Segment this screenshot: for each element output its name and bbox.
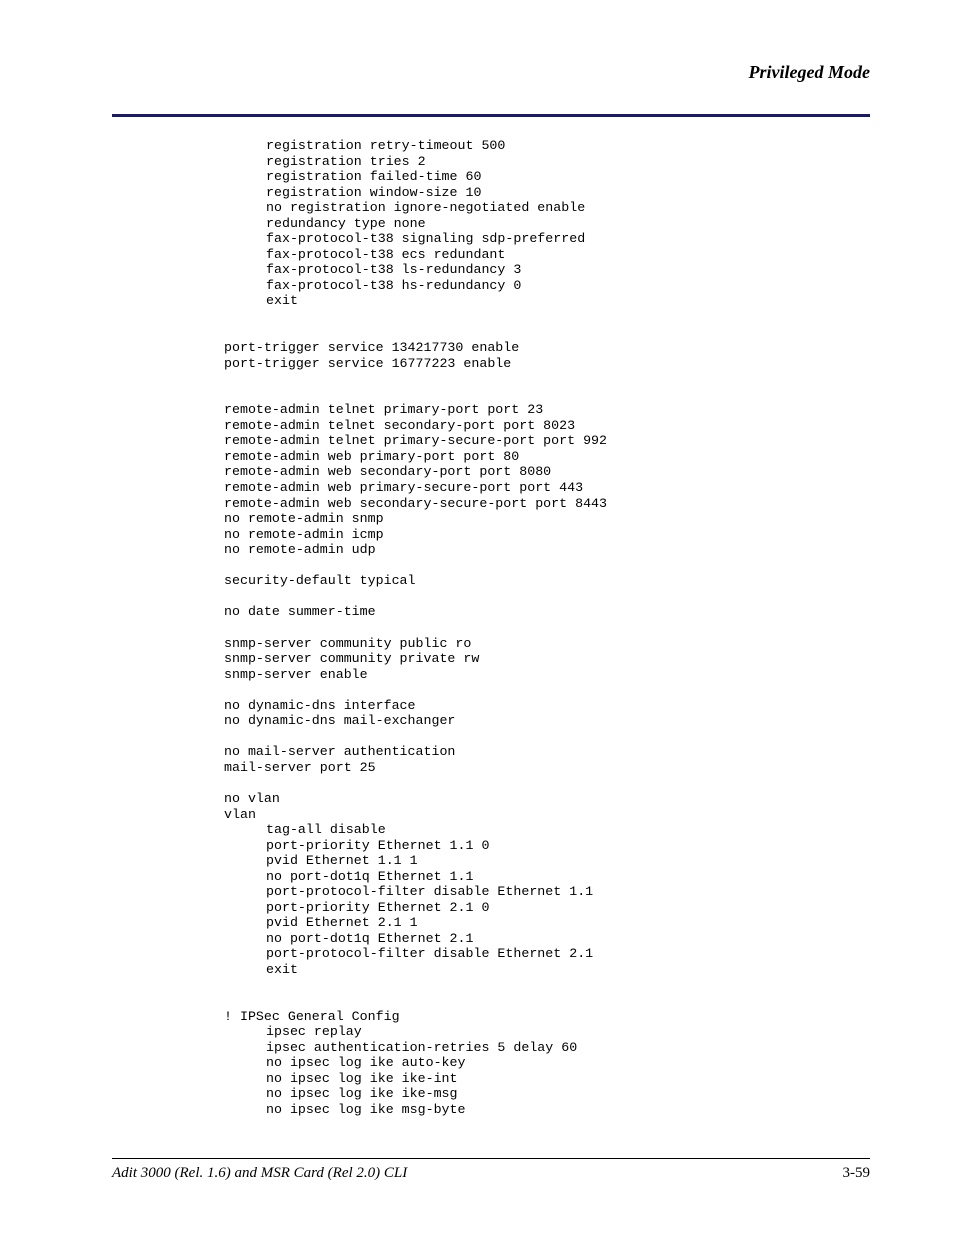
blank-line [224, 978, 607, 994]
code-line: no dynamic-dns mail-exchanger [224, 713, 456, 729]
code-line: no vlan [224, 790, 280, 806]
code-line: remote-admin telnet primary-secure-port port 992 [224, 433, 608, 449]
code-line: pvid Ethernet 1.1 1 [266, 853, 418, 869]
blank-line [224, 558, 607, 574]
code-line: no dynamic-dns interface [224, 697, 416, 713]
code-line: no port-dot1q Ethernet 1.1 [266, 868, 474, 884]
code-line: remote-admin web secondary-secure-port port 8443 [224, 495, 608, 511]
code-line: port-protocol-filter disable Ethernet 1.1 [266, 884, 594, 900]
code-line: remote-admin web primary-secure-port port 443 [224, 480, 584, 496]
blank-line [224, 325, 607, 341]
code-line: exit [266, 293, 298, 309]
code-line: vlan [224, 806, 256, 822]
code-line: remote-admin web secondary-port port 8080 [224, 464, 552, 480]
blank-line [224, 620, 607, 636]
code-line: tag-all disable [266, 822, 386, 838]
blank-line [224, 993, 607, 1009]
code-line: registration retry-timeout 500 [266, 138, 506, 153]
page-number: 3-59 [842, 1165, 870, 1181]
header-divider [112, 114, 870, 117]
code-line: pvid Ethernet 2.1 1 [266, 915, 418, 931]
code-line: exit [266, 961, 298, 977]
code-line: no registration ignore-negotiated enable [266, 200, 586, 216]
code-line: fax-protocol-t38 ls-redundancy 3 [266, 262, 522, 278]
blank-line [224, 387, 607, 403]
code-line: port-priority Ethernet 1.1 0 [266, 837, 490, 853]
code-line: snmp-server enable [224, 666, 368, 682]
code-line: port-priority Ethernet 2.1 0 [266, 899, 490, 915]
code-line: remote-admin web primary-port port 80 [224, 448, 520, 464]
blank-line [224, 775, 607, 791]
code-line: redundancy type none [266, 215, 426, 231]
code-line: no ipsec log ike msg-byte [266, 1101, 466, 1117]
blank-line [224, 309, 607, 325]
code-line: no remote-admin udp [224, 542, 376, 558]
code-line: no remote-admin icmp [224, 526, 384, 542]
code-line: snmp-server community public ro [224, 635, 472, 651]
footer-divider [112, 1158, 870, 1159]
code-line: registration failed-time 60 [266, 169, 482, 185]
code-line: registration window-size 10 [266, 184, 482, 200]
code-line: no mail-server authentication [224, 744, 456, 760]
code-line: no ipsec log ike auto-key [266, 1055, 466, 1071]
code-line: port-trigger service 134217730 enable [224, 340, 520, 356]
blank-line [224, 371, 607, 387]
code-line: ipsec replay [266, 1024, 362, 1040]
code-line: fax-protocol-t38 ecs redundant [266, 246, 506, 262]
code-line: port-protocol-filter disable Ethernet 2.1 [266, 946, 594, 962]
code-line: no date summer-time [224, 604, 376, 620]
code-line: registration tries 2 [266, 153, 426, 169]
code-line: ipsec authentication-retries 5 delay 60 [266, 1039, 578, 1055]
code-line: security-default typical [224, 573, 416, 589]
code-line: no remote-admin snmp [224, 511, 384, 527]
document-title: Adit 3000 (Rel. 1.6) and MSR Card (Rel 2.0) CLI [112, 1165, 408, 1181]
code-line: snmp-server community private rw [224, 651, 480, 667]
page-title: Privileged Mode [748, 62, 870, 82]
code-line: no ipsec log ike ike-int [266, 1070, 458, 1086]
blank-line [224, 589, 607, 605]
code-line: fax-protocol-t38 signaling sdp-preferred [266, 231, 586, 247]
cli-config-listing [224, 138, 607, 1117]
blank-line [224, 729, 607, 745]
code-line: fax-protocol-t38 hs-redundancy 0 [266, 277, 522, 293]
code-line: port-trigger service 16777223 enable [224, 355, 512, 371]
code-line: ! IPSec General Config [224, 1008, 400, 1024]
code-line: remote-admin telnet secondary-port port 8023 [224, 417, 576, 433]
code-line: remote-admin telnet primary-port port 23 [224, 402, 544, 418]
code-line: no ipsec log ike ike-msg [266, 1086, 458, 1102]
blank-line [224, 682, 607, 698]
code-line: mail-server port 25 [224, 759, 376, 775]
code-line: no port-dot1q Ethernet 2.1 [266, 930, 474, 946]
